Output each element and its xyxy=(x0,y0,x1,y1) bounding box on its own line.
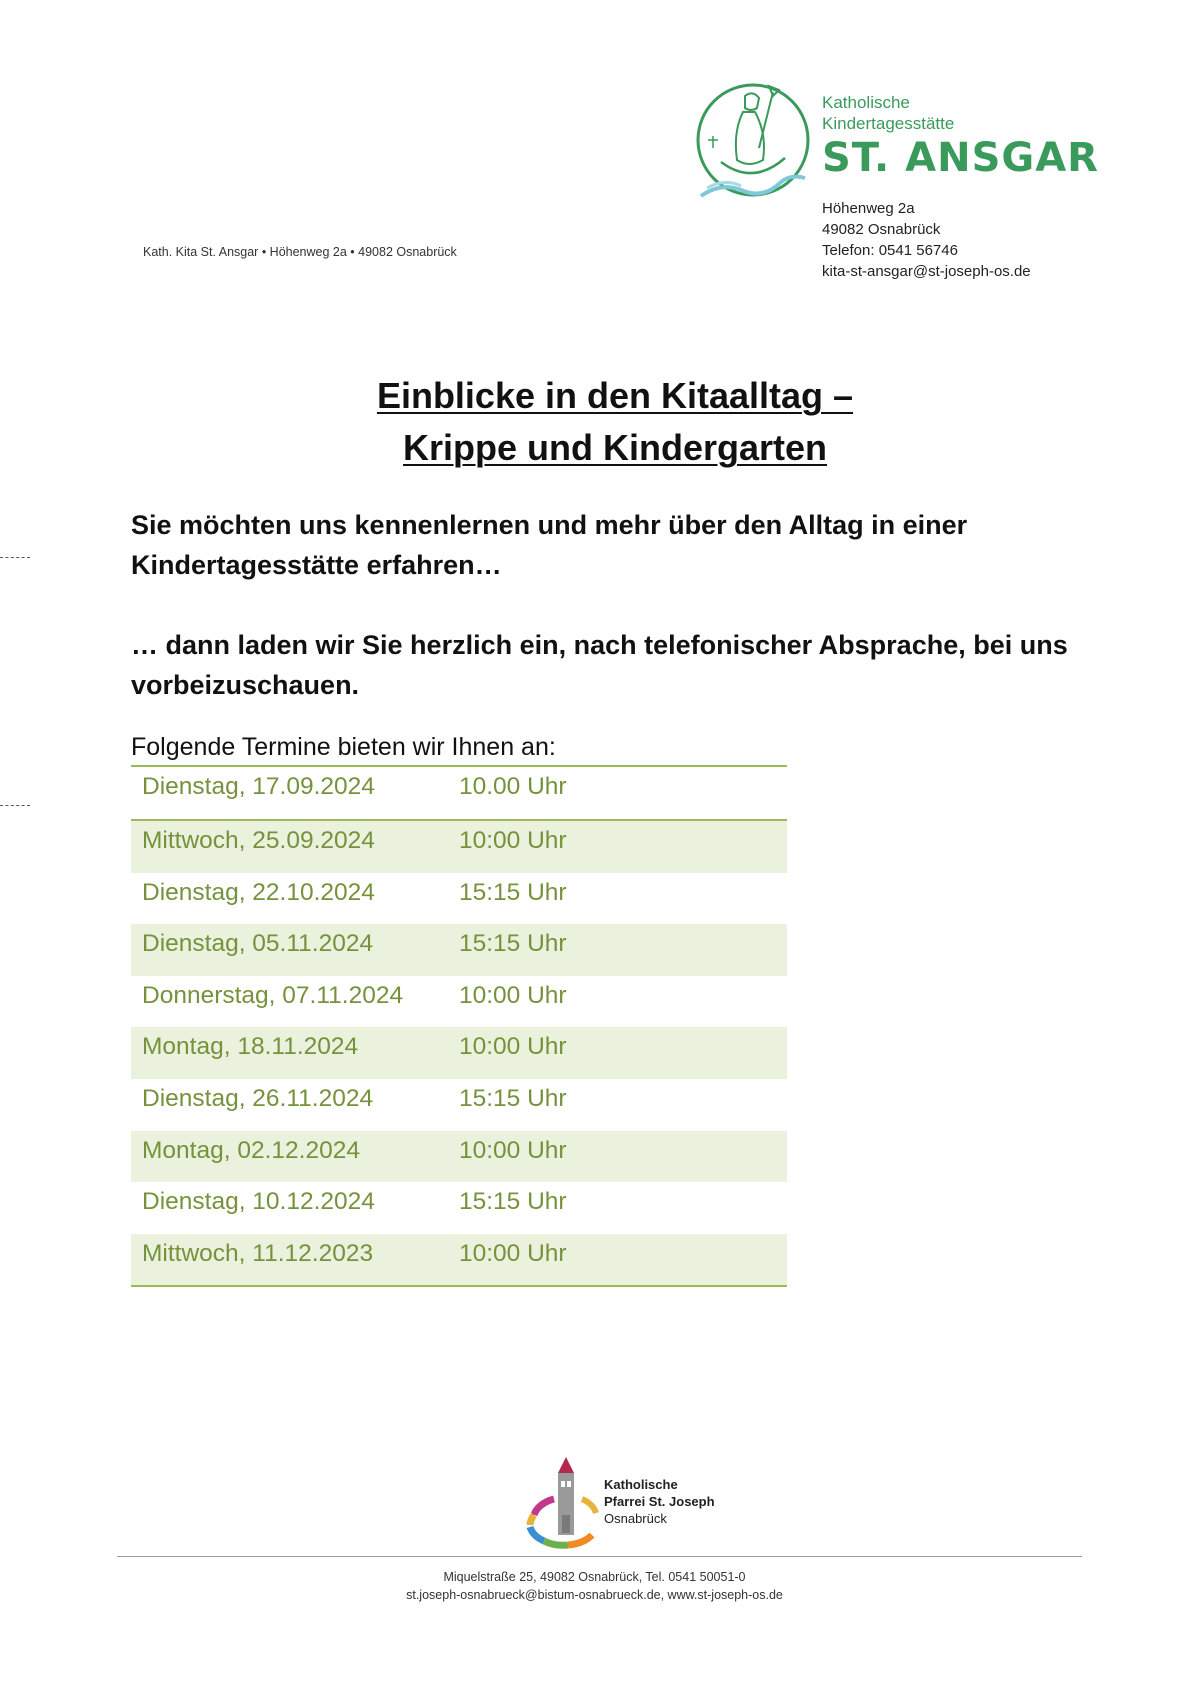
schedule-lead: Folgende Termine bieten wir Ihnen an: xyxy=(131,733,556,761)
logo-line2: Kindertagesstätte xyxy=(822,114,955,133)
st-ansgar-logo-emblem xyxy=(693,78,811,206)
row-time: 15:15 Uhr xyxy=(459,1188,567,1216)
table-row xyxy=(131,1182,787,1234)
parish-logo-text xyxy=(604,1476,715,1527)
footer-address-line2: st.joseph-osnabrueck@bistum-osnabrueck.de, www.st-joseph-os.de xyxy=(406,1588,783,1602)
parish-logo-line2: Pfarrei St. Joseph xyxy=(604,1494,715,1509)
logo-line1: Katholische xyxy=(822,93,910,112)
table-row xyxy=(131,873,787,925)
intro-text xyxy=(131,505,1071,705)
row-time: 15:15 Uhr xyxy=(459,1084,567,1112)
footer-address xyxy=(0,1568,1189,1604)
title-line2: Krippe und Kindergarten xyxy=(402,427,828,468)
parish-logo-line3: Osnabrück xyxy=(604,1511,667,1526)
title-line1: Einblicke in den Kitaalltag – xyxy=(376,375,854,416)
table-row xyxy=(131,924,787,976)
row-date: Dienstag, 22.10.2024 xyxy=(142,878,375,906)
footer-address-line1: Miquelstraße 25, 49082 Osnabrück, Tel. 0541 50051-0 xyxy=(443,1570,746,1584)
row-date: Mittwoch, 11.12.2023 xyxy=(142,1239,374,1267)
row-time: 10:00 Uhr xyxy=(459,981,567,1009)
row-date: Dienstag, 10.12.2024 xyxy=(142,1188,375,1216)
table-row xyxy=(131,976,787,1028)
row-time: 10.00 Uhr xyxy=(459,773,567,800)
logo-name: ST. ANSGAR xyxy=(822,135,1099,181)
table-row xyxy=(131,767,787,821)
table-row xyxy=(131,1079,787,1131)
row-time: 10:00 Uhr xyxy=(459,1033,567,1061)
row-time: 10:00 Uhr xyxy=(459,1136,567,1164)
row-date: Dienstag, 17.09.2024 xyxy=(142,773,375,800)
intro-paragraph-1: Sie möchten uns kennenlernen und mehr über den Alltag in einer Kindertagesstätte erfahren… xyxy=(131,510,968,580)
parish-logo-line1: Katholische xyxy=(604,1477,678,1492)
row-time: 10:00 Uhr xyxy=(459,1239,567,1267)
address-street: Höhenweg 2a xyxy=(822,200,915,217)
st-ansgar-logo-text xyxy=(822,92,1099,180)
kita-address xyxy=(822,198,1031,282)
page-title xyxy=(0,370,1189,474)
address-email: kita-st-ansgar@st-joseph-os.de xyxy=(822,263,1031,280)
parish-logo-emblem xyxy=(526,1455,606,1550)
fold-mark-middle xyxy=(0,805,30,806)
row-date: Dienstag, 05.11.2024 xyxy=(142,930,374,958)
row-time: 10:00 Uhr xyxy=(459,827,567,854)
row-date: Mittwoch, 25.09.2024 xyxy=(142,827,375,854)
row-date: Montag, 18.11.2024 xyxy=(142,1033,359,1061)
table-row xyxy=(131,1131,787,1183)
sender-line: Kath. Kita St. Ansgar • Höhenweg 2a • 49082 Osnabrück xyxy=(143,245,457,259)
address-phone: Telefon: 0541 56746 xyxy=(822,242,958,259)
table-row xyxy=(131,821,787,873)
table-row xyxy=(131,1027,787,1079)
row-time: 15:15 Uhr xyxy=(459,878,567,906)
address-city: 49082 Osnabrück xyxy=(822,221,941,238)
schedule-table xyxy=(131,765,787,1287)
row-date: Donnerstag, 07.11.2024 xyxy=(142,981,404,1009)
table-row xyxy=(131,1234,787,1286)
row-date: Dienstag, 26.11.2024 xyxy=(142,1084,374,1112)
fold-mark-top xyxy=(0,557,30,558)
footer-divider xyxy=(117,1556,1082,1557)
intro-paragraph-2: … dann laden wir Sie herzlich ein, nach telefonischer Absprache, bei uns vorbeizuschauen. xyxy=(131,630,1068,700)
row-date: Montag, 02.12.2024 xyxy=(142,1136,360,1164)
row-time: 15:15 Uhr xyxy=(459,930,567,958)
